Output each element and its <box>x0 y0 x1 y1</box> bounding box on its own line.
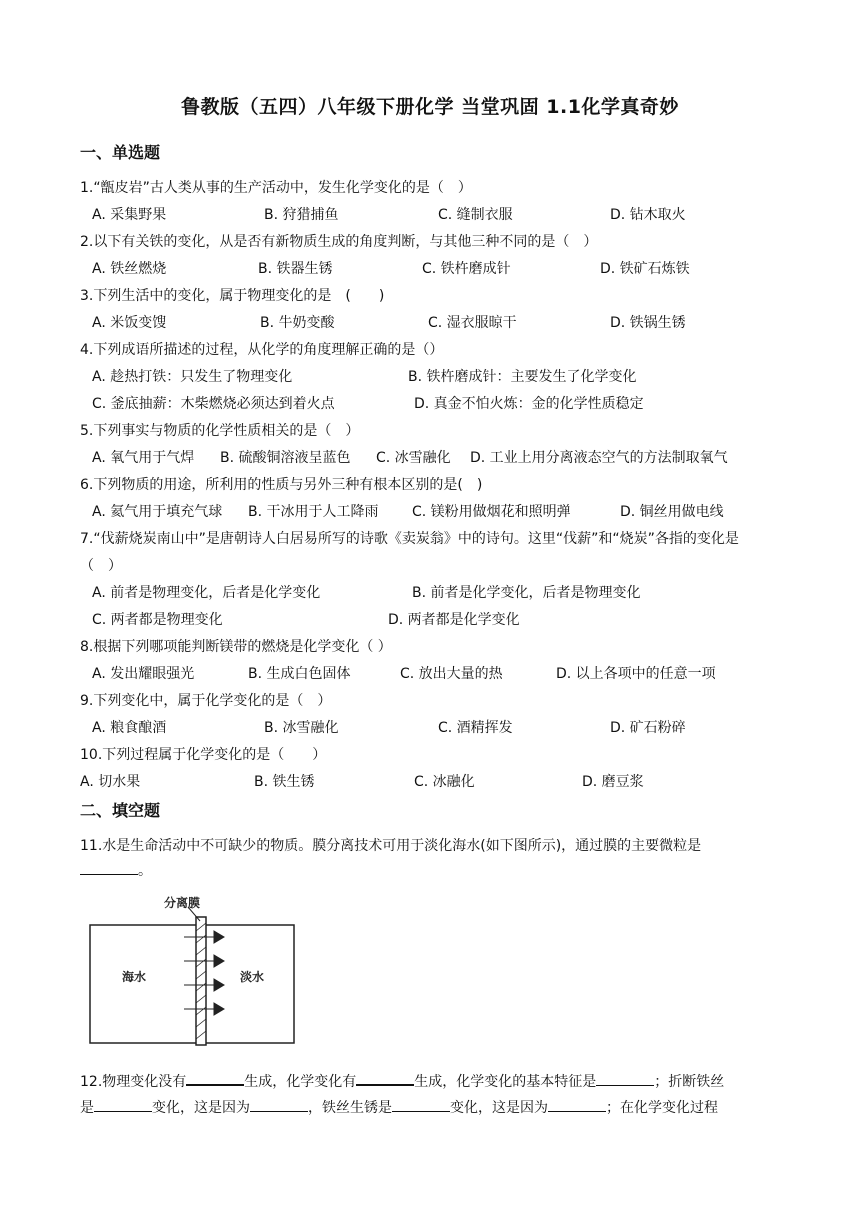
q4-option-c[interactable]: C. 釜底抽薪：木柴燃烧必须达到着火点 <box>92 396 335 412</box>
q10-option-a[interactable]: A. 切水果 <box>80 774 141 790</box>
freshwater-label: 淡水 <box>240 970 265 984</box>
q10-option-d[interactable]: D. 磨豆浆 <box>582 774 644 790</box>
question-12-line-1 <box>80 1070 780 1091</box>
q9-option-a[interactable]: A. 粮食酿酒 <box>92 720 167 736</box>
question-9: 9.下列变化中，属于化学变化的是（ ） <box>80 693 332 709</box>
question-8: 8.根据下列哪项能判断镁带的燃烧是化学变化（ ） <box>80 639 392 655</box>
seawater-label: 海水 <box>122 970 147 984</box>
question-12-line-2 <box>80 1097 780 1117</box>
q2-option-a[interactable]: A. 铁丝燃烧 <box>92 261 167 277</box>
q3-option-a[interactable]: A. 米饭变馊 <box>92 315 167 331</box>
q2-option-d[interactable]: D. 铁矿石炼铁 <box>600 261 690 277</box>
question-2: 2.以下有关铁的变化，从是否有新物质生成的角度判断，与其他三种不同的是（ ） <box>80 234 598 250</box>
q6-option-b[interactable]: B. 干冰用于人工降雨 <box>248 504 379 520</box>
q1-option-d[interactable]: D. 钻木取火 <box>610 207 686 223</box>
q3-option-b[interactable]: B. 牛奶变酸 <box>260 315 335 331</box>
q9-option-c[interactable]: C. 酒精挥发 <box>438 720 513 736</box>
q10-option-c[interactable]: C. 冰融化 <box>414 774 475 790</box>
q4-option-a[interactable]: A. 趁热打铁：只发生了物理变化 <box>92 369 293 385</box>
section-heading-single-choice: 一、单选题 <box>80 143 161 162</box>
q12-text: 变化，这是因为 <box>152 1100 250 1116</box>
question-5: 5.下列事实与物质的化学性质相关的是（ ） <box>80 423 360 439</box>
answer-blank[interactable] <box>596 1071 654 1086</box>
q5-option-d[interactable]: D. 工业上用分离液态空气的方法制取氧气 <box>470 450 728 466</box>
question-7: 7.“伐薪烧炭南山中”是唐朝诗人白居易所写的诗歌《卖炭翁》中的诗句。这里“伐薪”和“烧炭”各指的变化是 <box>80 531 739 547</box>
q8-option-a[interactable]: A. 发出耀眼强光 <box>92 666 195 682</box>
question-11-end: 。 <box>138 863 152 879</box>
q7-option-d[interactable]: D. 两者都是化学变化 <box>388 612 520 628</box>
answer-blank[interactable] <box>80 860 138 875</box>
q1-option-b[interactable]: B. 狩猎捕鱼 <box>264 207 339 223</box>
q12-text: 12.物理变化没有 <box>80 1074 187 1090</box>
q6-option-d[interactable]: D. 铜丝用做电线 <box>620 504 724 520</box>
container-outline <box>90 925 294 1043</box>
q10-option-b[interactable]: B. 铁生锈 <box>254 774 315 790</box>
question-1: 1.“甑皮岩”古人类从事的生产活动中，发生化学变化的是（ ） <box>80 180 472 196</box>
q12-text: ；在化学变化过程 <box>606 1100 718 1116</box>
answer-blank[interactable] <box>250 1097 308 1112</box>
answer-blank[interactable] <box>356 1070 414 1086</box>
membrane-separation-figure <box>84 891 304 1047</box>
q2-option-b[interactable]: B. 铁器生锈 <box>258 261 333 277</box>
section-heading-fill-blank: 二、填空题 <box>80 801 161 820</box>
q4-option-b[interactable]: B. 铁杵磨成针：主要发生了化学变化 <box>408 369 637 385</box>
q12-text: 生成，化学变化的基本特征是 <box>414 1074 597 1090</box>
q12-text: 生成，化学变化有 <box>244 1074 357 1090</box>
question-6: 6.下列物质的用途，所利用的性质与另外三种有根本区别的是( ) <box>80 477 483 493</box>
q1-option-a[interactable]: A. 采集野果 <box>92 207 167 223</box>
q8-option-d[interactable]: D. 以上各项中的任意一项 <box>556 666 716 682</box>
q9-option-d[interactable]: D. 矿石粉碎 <box>610 720 686 736</box>
answer-blank[interactable] <box>94 1097 152 1112</box>
membrane-label: 分离膜 <box>164 896 201 910</box>
question-4: 4.下列成语所描述的过程，从化学的角度理解正确的是（） <box>80 342 444 358</box>
q2-option-c[interactable]: C. 铁杵磨成针 <box>422 261 511 277</box>
q7-option-b[interactable]: B. 前者是化学变化，后者是物理变化 <box>412 585 641 601</box>
q7-option-c[interactable]: C. 两者都是物理变化 <box>92 612 223 628</box>
q5-option-a[interactable]: A. 氧气用于气焊 <box>92 450 195 466</box>
answer-blank[interactable] <box>186 1070 244 1086</box>
question-11-answer-line <box>80 860 780 880</box>
q12-text: 是 <box>80 1100 94 1116</box>
question-11: 11.水是生命活动中不可缺少的物质。膜分离技术可用于淡化海水(如下图所示)，通过膜的主要微粒是 <box>80 838 702 854</box>
q7-option-a[interactable]: A. 前者是物理变化，后者是化学变化 <box>92 585 321 601</box>
q9-option-b[interactable]: B. 冰雪融化 <box>264 720 339 736</box>
page-title: 鲁教版（五四）八年级下册化学 当堂巩固 1.1化学真奇妙 <box>181 96 679 118</box>
q12-text: ；折断铁丝 <box>654 1074 725 1090</box>
q12-text: ，铁丝生锈是 <box>308 1100 392 1116</box>
q3-option-c[interactable]: C. 湿衣服晾干 <box>428 315 517 331</box>
q1-option-c[interactable]: C. 缝制衣服 <box>438 207 513 223</box>
question-10: 10.下列过程属于化学变化的是（ ） <box>80 747 327 763</box>
answer-blank[interactable] <box>392 1097 450 1112</box>
question-3: 3.下列生活中的变化，属于物理变化的是 ( ) <box>80 288 385 304</box>
answer-blank[interactable] <box>548 1097 606 1112</box>
q12-text: 变化，这是因为 <box>450 1100 548 1116</box>
q5-option-c[interactable]: C. 冰雪融化 <box>376 450 451 466</box>
q8-option-b[interactable]: B. 生成白色固体 <box>248 666 351 682</box>
q6-option-a[interactable]: A. 氦气用于填充气球 <box>92 504 223 520</box>
question-7-bracket: （ ） <box>80 558 122 574</box>
q4-option-d[interactable]: D. 真金不怕火炼：金的化学性质稳定 <box>414 396 644 412</box>
q3-option-d[interactable]: D. 铁锅生锈 <box>610 315 686 331</box>
q8-option-c[interactable]: C. 放出大量的热 <box>400 666 503 682</box>
q6-option-c[interactable]: C. 镁粉用做烟花和照明弹 <box>412 504 571 520</box>
q5-option-b[interactable]: B. 硫酸铜溶液呈蓝色 <box>220 450 351 466</box>
